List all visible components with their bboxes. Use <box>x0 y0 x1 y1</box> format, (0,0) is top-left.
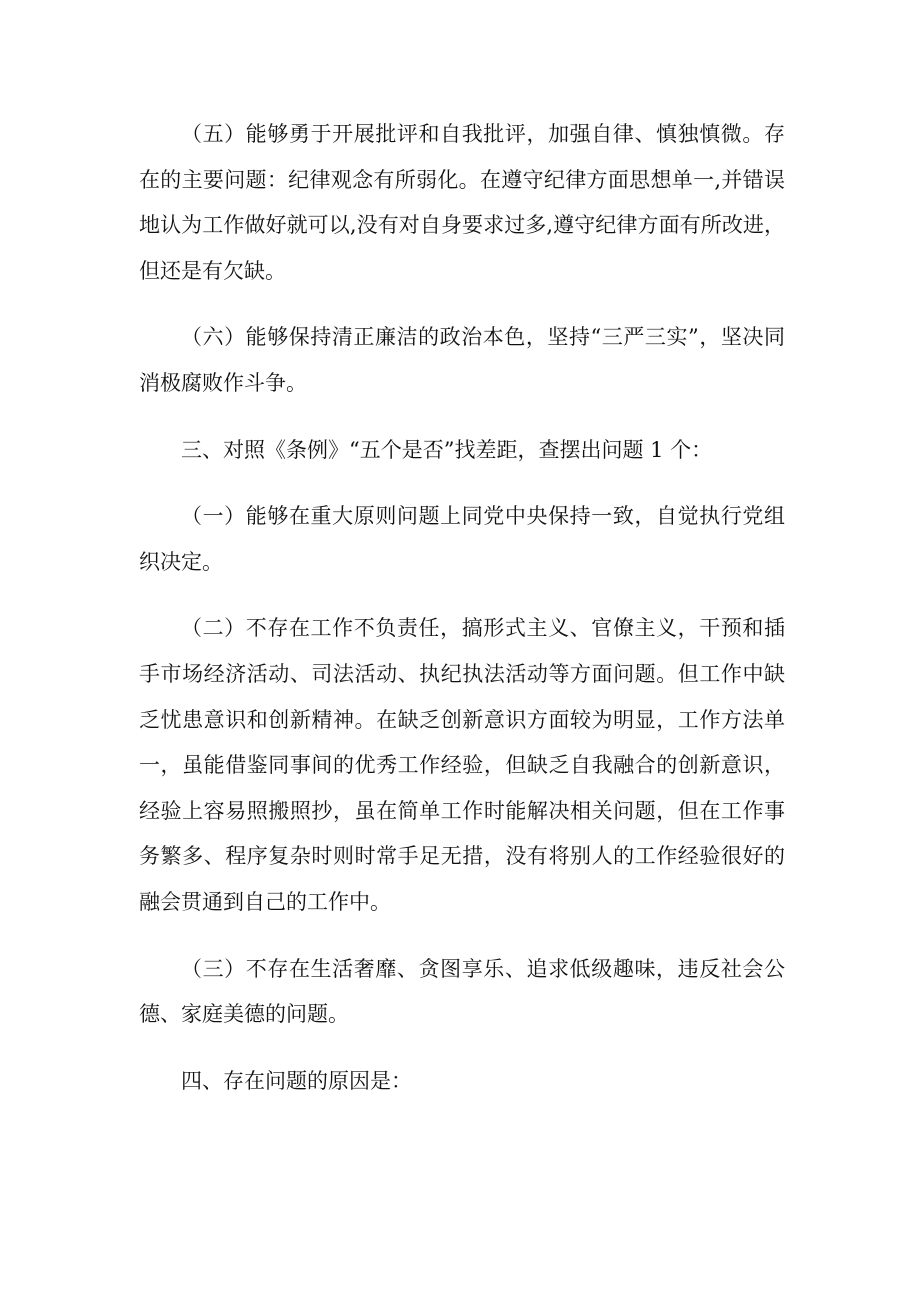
paragraph-three-lifestyle: （三）不存在生活奢靡、贪图享乐、追求低级趣味，违反社会公德、家庭美德的问题。 <box>139 956 785 1027</box>
paragraph-two-work-responsibility: （二）不存在工作不负责任，搞形式主义、官僚主义，干预和插手市场经济活动、司法活动、执纪执法活动等方面问题。但工作中缺乏忧患意识和创新精神。在缺乏创新意识方面较为明显，工作方法单一，虽能借鉴同事间的优秀工作经验，但缺乏自我融合的创新意识，经验上容易照搬照抄，虽在简单工作时能解决相关问题，但在工作事务繁多、程序复杂时则时常手足无措，没有将别人的工作经验很好的融会贯通到自己的工作中。 <box>139 616 785 914</box>
paragraph-five-self-criticism: （五）能够勇于开展批评和自我批评，加强自律、慎独慎微。存在的主要问题：纪律观念有所弱化。在遵守纪律方面思想单一,并错误地认为工作做好就可以,没有对自身要求过多,遵守纪律方面有所改进，但还是有欠缺。 <box>139 122 785 283</box>
document-body <box>139 112 785 1104</box>
paragraph-six-integrity: （六）能够保持清正廉洁的政治本色，坚持“三严三实”，坚决同消极腐败作斗争。 <box>139 325 785 395</box>
section-three-heading: 三、对照《条例》“五个是否”找差距，查摆出问题 1 个： <box>181 437 713 462</box>
section-four-heading: 四、存在问题的原因是： <box>181 1068 412 1093</box>
paragraph-one-party-alignment: （一）能够在重大原则问题上同党中央保持一致，自觉执行党组织决定。 <box>139 504 785 574</box>
